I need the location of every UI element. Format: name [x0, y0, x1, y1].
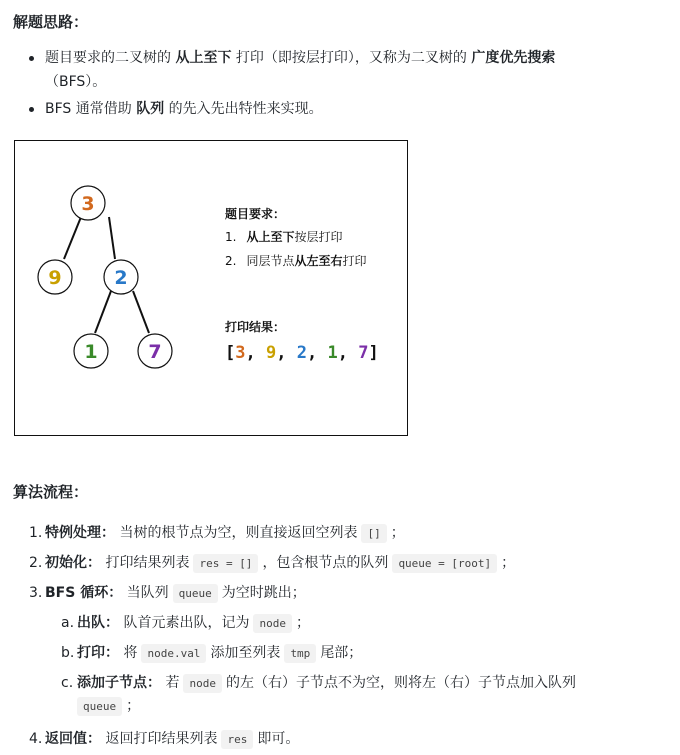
text: 打印（即按层打印），又称为二叉树的 — [235, 50, 467, 66]
step-number: a. — [61, 615, 75, 631]
tree-figure — [15, 141, 409, 437]
step-number: b. — [61, 645, 75, 661]
result-value: 3 — [235, 343, 246, 363]
tree-node-7: 7 — [148, 341, 162, 363]
requirements-title: 题目要求： — [225, 207, 286, 221]
bullet-item — [0, 97, 645, 121]
step-number: 1. — [29, 525, 43, 541]
result-value: 9 — [265, 343, 277, 363]
text: 尾部； — [320, 645, 363, 661]
bold-text: 队列 — [136, 101, 165, 117]
text: 将 — [123, 645, 138, 661]
bold-text: 从上至下 — [175, 50, 232, 66]
heading-approach: 解题思路： — [13, 13, 89, 31]
step-3a — [0, 608, 680, 638]
inline-code: res — [221, 730, 253, 749]
text: 当队列 — [126, 585, 169, 601]
text: ，包含根节点的队列 — [262, 555, 389, 571]
tree-edge — [95, 291, 111, 333]
inline-code: queue = [root] — [392, 554, 497, 573]
tree-edge — [133, 291, 149, 333]
algorithm-steps — [0, 518, 680, 754]
approach-bullets — [0, 46, 680, 121]
text: BFS 通常借助 — [45, 101, 132, 117]
tree-edge — [109, 217, 115, 259]
step-number: 3. — [29, 585, 43, 601]
inline-code: queue — [173, 584, 218, 603]
heading-algorithm: 算法流程： — [13, 483, 89, 501]
step-title: 添加子节点： — [77, 675, 161, 691]
step-title: 初始化： — [45, 555, 101, 571]
text: 为空时跳出； — [221, 585, 306, 601]
text: ； — [126, 698, 141, 714]
text: 若 — [165, 675, 180, 691]
text: 队首元素出队，记为 — [123, 615, 250, 631]
step-title: 出队： — [77, 615, 119, 631]
text: 打印结果列表 — [105, 555, 190, 571]
text: 添加至列表 — [210, 645, 281, 661]
inline-code: tmp — [284, 644, 316, 663]
result-value: 1 — [327, 343, 338, 363]
step-3b — [0, 638, 680, 668]
inline-code: res = [] — [193, 554, 258, 573]
result-separator: , — [337, 343, 359, 363]
text: 即可。 — [257, 731, 300, 747]
result-bracket: [ — [225, 343, 236, 363]
step-3 — [0, 578, 680, 608]
requirement-1: 1. 从上至下按层打印 — [225, 230, 343, 244]
result-bracket: ] — [368, 343, 379, 363]
step-title: 打印： — [77, 645, 119, 661]
text: 返回打印结果列表 — [105, 731, 218, 747]
text: ； — [390, 525, 405, 541]
requirement-2: 2. 同层节点从左至右打印 — [225, 254, 367, 268]
tree-node-1: 1 — [84, 341, 98, 363]
tree-node-3: 3 — [81, 193, 95, 215]
inline-code: [] — [361, 524, 386, 543]
step-number: 4. — [29, 731, 43, 747]
step-number: 2. — [29, 555, 43, 571]
step-title: 返回值： — [45, 731, 101, 747]
result-separator: , — [245, 343, 266, 363]
text: 的先入先出特性来实现。 — [168, 101, 323, 117]
step-title: 特例处理： — [45, 525, 115, 541]
tree-node-2: 2 — [114, 267, 128, 289]
tree-node-9: 9 — [48, 267, 62, 289]
tree-edge — [64, 217, 81, 259]
step-1 — [0, 518, 680, 548]
result-value: 2 — [296, 343, 307, 363]
text: 的左（右）子节点不为空，则将左（右）子节点加入队列 — [225, 675, 576, 691]
inline-code: queue — [77, 697, 122, 716]
inline-code: node — [183, 674, 222, 693]
inline-code: node.val — [141, 644, 206, 663]
step-3c — [0, 668, 680, 724]
result-separator: , — [276, 343, 297, 363]
bold-text: 广度优先搜索 — [471, 50, 556, 66]
inline-code: node — [253, 614, 292, 633]
text: （BFS）。 — [45, 74, 107, 90]
text: 当树的根节点为空，则直接返回空列表 — [119, 525, 358, 541]
step-title: BFS 循环： — [45, 585, 123, 601]
result-value: 7 — [358, 343, 369, 363]
bullet-item — [0, 46, 645, 94]
result-separator: , — [306, 343, 328, 363]
print-result — [225, 343, 379, 363]
bfs-diagram — [14, 140, 408, 436]
step-number: c. — [61, 675, 74, 691]
text: ； — [501, 555, 516, 571]
step-2 — [0, 548, 680, 578]
result-title: 打印结果： — [225, 320, 286, 334]
text: ； — [295, 615, 310, 631]
text: 题目要求的二叉树的 — [45, 50, 171, 66]
